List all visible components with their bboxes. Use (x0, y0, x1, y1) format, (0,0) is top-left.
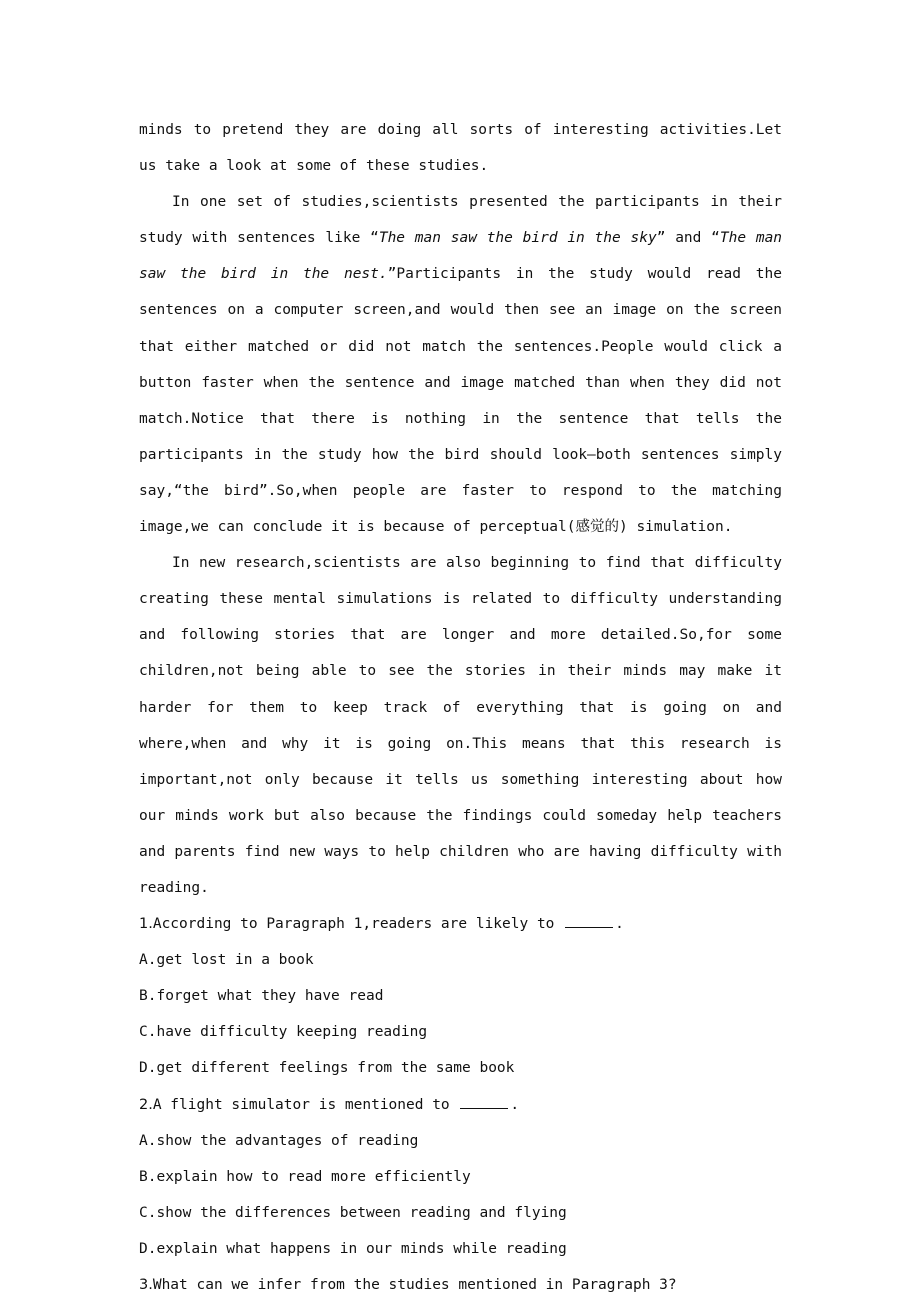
document-page (139, 112, 782, 1303)
question-1-option-b: B.forget what they have read (139, 988, 384, 1005)
answer-blank (460, 1094, 508, 1109)
question-2-option-b: B.explain how to read more efficiently (139, 1168, 471, 1185)
question-2-option-a: A.show the advantages of reading (139, 1132, 419, 1149)
question-number: 1. (139, 916, 153, 933)
question-number: 2. (139, 1096, 153, 1113)
answer-blank (565, 913, 613, 928)
paragraph-continued: minds to pretend they are doing all sorts of interesting activities.Let us take a look at some of these studies. (139, 122, 782, 175)
example-sentence-sky: The man saw the bird in the sky (378, 230, 657, 247)
question-text: According to Paragraph 1,readers are likely to (152, 916, 555, 933)
question-end: . (615, 916, 624, 933)
paragraph-studies (139, 184, 782, 545)
paragraph-studies-text-c: ” and “ (656, 230, 720, 247)
question-number: 3. (139, 1277, 153, 1293)
question-text: What can we infer from the studies mentioned in Paragraph 3? (152, 1277, 677, 1293)
question-3-stem (139, 1267, 782, 1303)
question-2-stem (139, 1087, 782, 1123)
question-text: A flight simulator is mentioned to (152, 1096, 450, 1113)
question-1-option-d: D.get different feelings from the same book (139, 1060, 515, 1077)
question-2-option-d: D.explain what happens in our minds while reading (139, 1240, 567, 1257)
question-1-option-a: A.get lost in a book (139, 952, 314, 969)
paragraph-studies-text-a: In one set of studies,scientists presented the participants in their study with sentences like “ (139, 194, 782, 247)
question-2-option-c: C.show the differences between reading and flying (139, 1204, 567, 1221)
paragraph-studies-text-e: ”Participants in the study would read the sentences on a computer screen,and would then see an image on the screen that either matched or did not match the sentences.People would click a button faster when the sentence and image matched than when they did not match.Notice that there is nothing in the sentence that tells the participants in the study how the bird should look—both sentences simply say,“the bird”.So,when people are faster to respond to the matching image,we can conclude it is because of perceptual(感觉的) simulation. (139, 266, 782, 536)
question-1-option-c: C.have difficulty keeping reading (139, 1024, 428, 1041)
question-1-stem (139, 906, 782, 942)
paragraph-new-research: In new research,scientists are also beginning to find that difficulty creating these mental simulations is related to difficulty understanding and following stories that are longer and more detailed.So,for some children,not being able to see the stories in their minds may make it harder for them to keep track of everything that is going on and where,when and why it is going on.This means that this research is important,not only because it tells us something interesting about how our minds work but also because the findings could someday help teachers and parents find new ways to help children who are having difficulty with reading. (139, 555, 782, 896)
example-sentence-nest: The man saw the bird in the nest. (139, 230, 783, 283)
question-end: . (510, 1096, 520, 1113)
